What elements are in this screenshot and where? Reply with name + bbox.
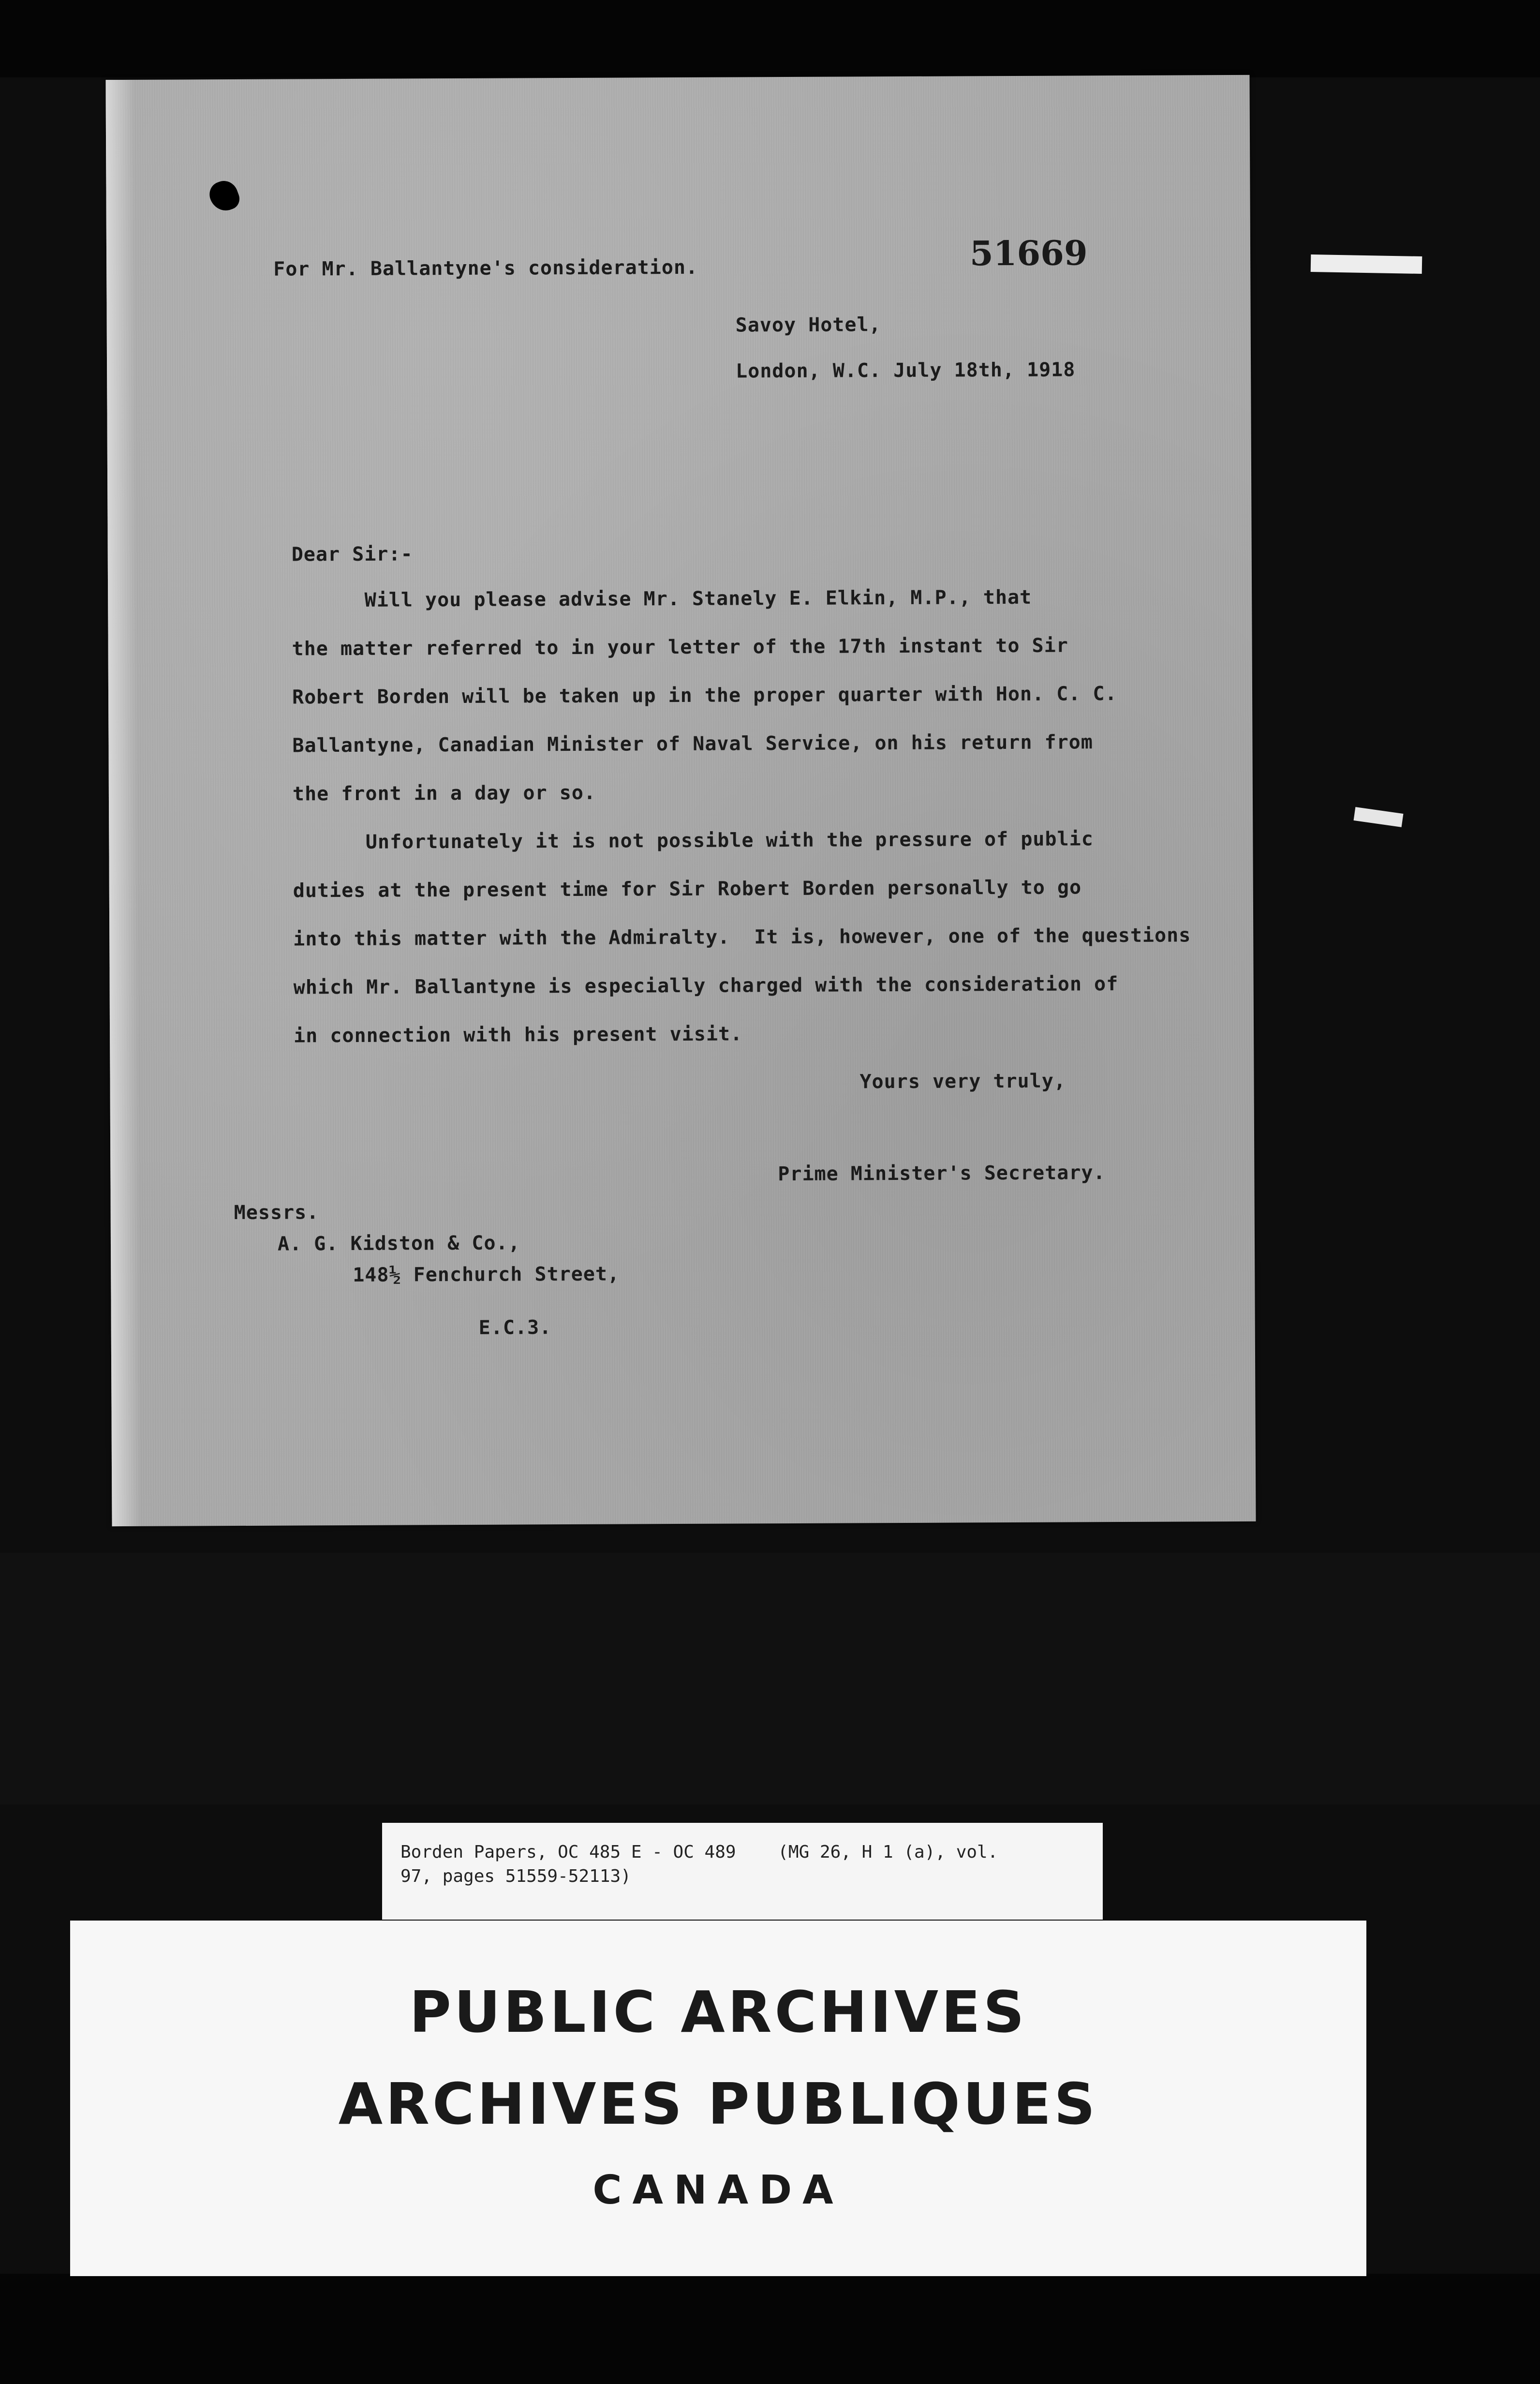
punch-hole: [206, 177, 243, 215]
recipient-line-1: Messrs.: [234, 1201, 319, 1224]
signature: Prime Minister's Secretary.: [778, 1162, 1106, 1186]
document-number: 51669: [969, 233, 1088, 274]
archives-title-fr: ARCHIVES PUBLIQUES: [338, 2071, 1098, 2137]
body-line: Ballantyne, Canadian Minister of Naval Service, on his return from: [292, 731, 1094, 757]
header-note: For Mr. Ballantyne's consideration.: [273, 256, 698, 281]
body-line: in connection with his present visit.: [294, 1023, 743, 1047]
closing: Yours very truly,: [859, 1070, 1066, 1093]
recipient-line-3: 148½ Fenchurch Street,: [353, 1263, 620, 1286]
archives-country: CANADA: [592, 2167, 844, 2213]
body-line: into this matter with the Admiralty. It is, however, one of the questions: [293, 924, 1191, 951]
citation-line-2: 97, pages 51559-52113): [400, 1866, 631, 1886]
tape-strip: [1311, 254, 1422, 274]
salutation: Dear Sir:-: [291, 543, 413, 566]
archives-card: [70, 1921, 1366, 2276]
letter-page: [105, 75, 1256, 1526]
body-line: duties at the present time for Sir Robert Borden personally to go: [293, 876, 1082, 902]
body-line: the matter referred to in your letter of the 17th instant to Sir: [292, 634, 1068, 660]
citation-label: [382, 1823, 1103, 1920]
film-background: [0, 1553, 1540, 1804]
address-line-2: London, W.C. July 18th, 1918: [736, 358, 1076, 383]
body-line: Will you please advise Mr. Stanely E. Elkin, M.P., that: [292, 586, 1032, 612]
body-line: the front in a day or so.: [292, 781, 596, 805]
recipient-line-2: A. G. Kidston & Co.,: [277, 1232, 520, 1255]
page-edge: [105, 80, 141, 1526]
tape-strip: [1354, 807, 1404, 827]
citation-line-1: Borden Papers, OC 485 E - OC 489 (MG 26, H 1 (a), vol.: [400, 1842, 998, 1862]
body-line: which Mr. Ballantyne is especially charged with the consideration of: [293, 973, 1119, 999]
body-line: Robert Borden will be taken up in the proper quarter with Hon. C. C.: [292, 683, 1117, 709]
body-line: Unfortunately it is not possible with the pressure of public: [293, 828, 1094, 854]
recipient-line-4: E.C.3.: [478, 1316, 552, 1339]
film-border-top: [0, 0, 1540, 77]
film-border-bottom: [0, 2274, 1540, 2384]
archives-title-en: PUBLIC ARCHIVES: [409, 1979, 1027, 2045]
address-line-1: Savoy Hotel,: [735, 313, 881, 337]
